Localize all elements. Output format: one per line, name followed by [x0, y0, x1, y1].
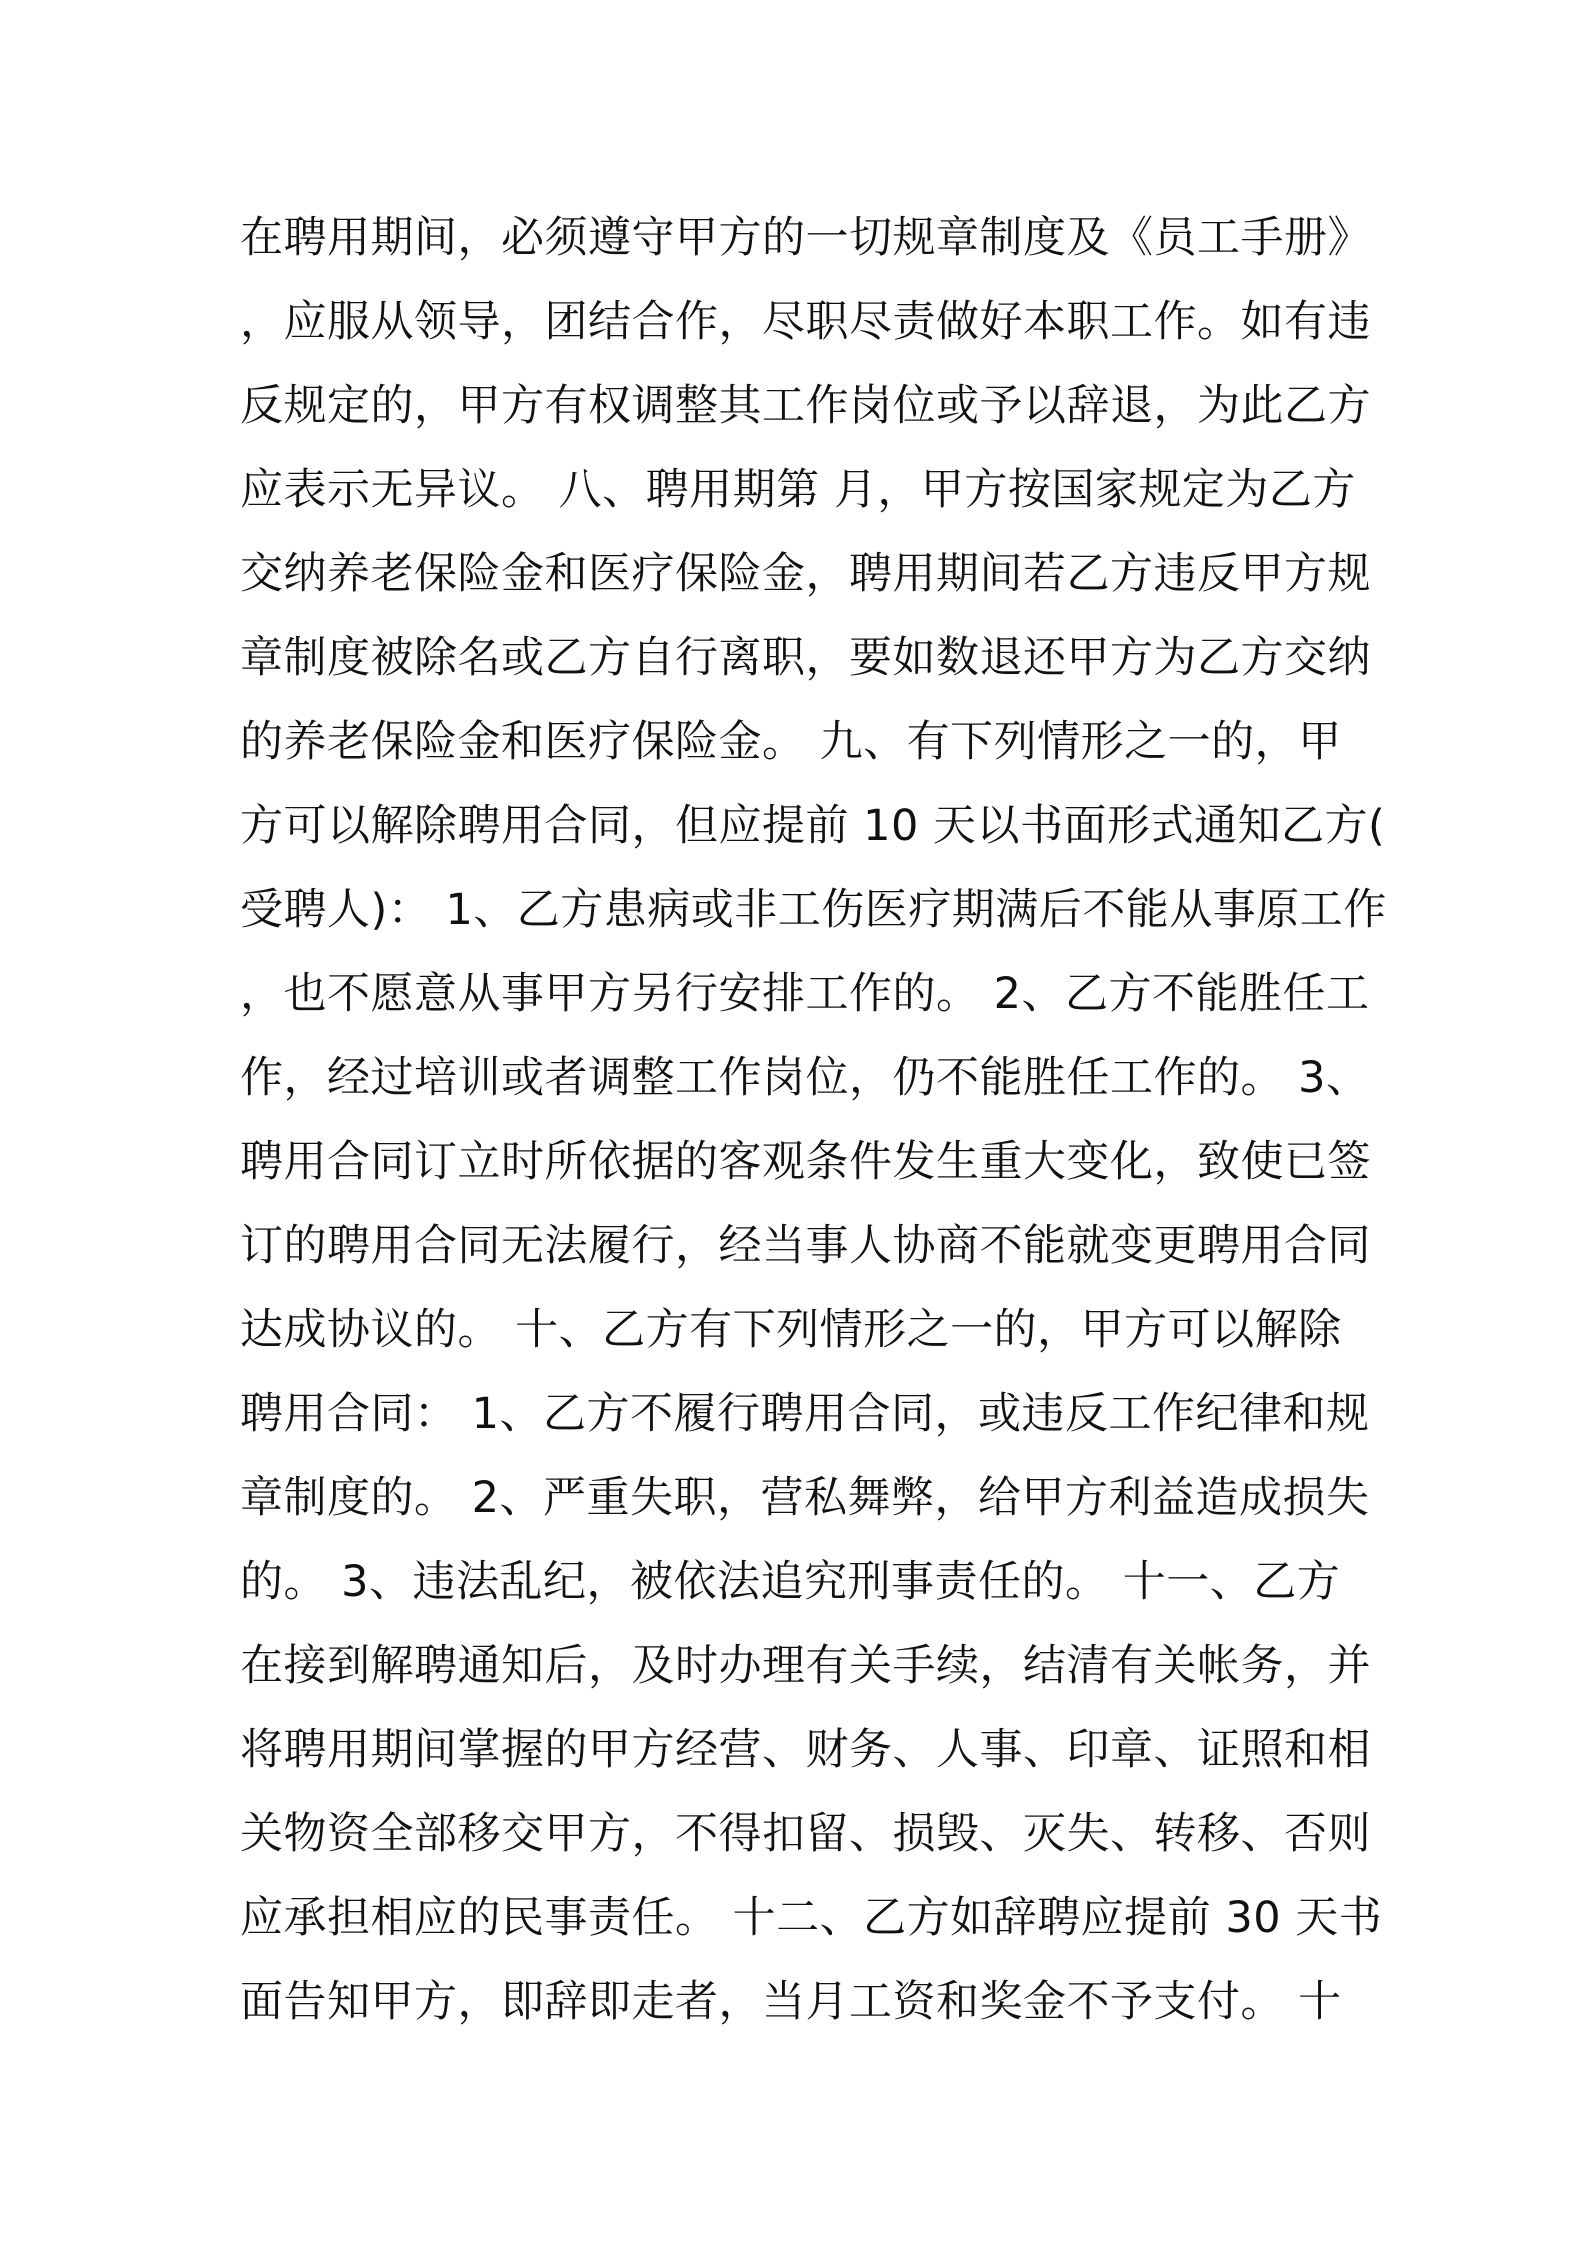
text-line: ，应服从领导，团结合作，尽职尽责做好本职工作。如有违 [240, 297, 1371, 347]
text-line: 应承担相应的民事责任。 十二、乙方如辞聘应提前 30 天书 [240, 1893, 1383, 1943]
contract-text-body [240, 196, 1387, 2044]
text-line: 将聘用期间掌握的甲方经营、财务、人事、印章、证照和相 [240, 1725, 1371, 1775]
text-line: 订的聘用合同无法履行，经当事人协商不能就变更聘用合同 [240, 1221, 1371, 1271]
text-line: 方可以解除聘用合同，但应提前 10 天以书面形式通知乙方( [240, 801, 1386, 851]
text-line: 反规定的，甲方有权调整其工作岗位或予以辞退，为此乙方 [240, 381, 1371, 431]
text-line: 聘用合同订立时所依据的客观条件发生重大变化，致使已签 [240, 1137, 1371, 1187]
text-line: 章制度的。 2、严重失职，营私舞弊，给甲方利益造成损失 [240, 1473, 1370, 1523]
text-line: 作，经过培训或者调整工作岗位，仍不能胜任工作的。 3、 [240, 1053, 1370, 1103]
text-line: 的。 3、违法乱纪，被依法追究刑事责任的。 十一、乙方 [240, 1557, 1341, 1607]
text-line: 的养老保险金和医疗保险金。 九、有下列情形之一的，甲 [240, 717, 1342, 767]
text-line: 受聘人)： 1、乙方患病或非工伤医疗期满后不能从事原工作 [240, 885, 1387, 935]
text-line: 聘用合同： 1、乙方不履行聘用合同，或违反工作纪律和规 [240, 1389, 1370, 1439]
text-line: 交纳养老保险金和医疗保险金，聘用期间若乙方违反甲方规 [240, 549, 1371, 599]
text-line: 在聘用期间，必须遵守甲方的一切规章制度及《员工手册》 [240, 213, 1371, 263]
text-line: 关物资全部移交甲方，不得扣留、损毁、灭失、转移、否则 [240, 1809, 1371, 1859]
text-line: 应表示无异议。 八、聘用期第 月，甲方按国家规定为乙方 [240, 465, 1356, 515]
text-line: 达成协议的。 十、乙方有下列情形之一的，甲方可以解除 [240, 1305, 1342, 1355]
text-line: 章制度被除名或乙方自行离职，要如数退还甲方为乙方交纳 [240, 633, 1371, 683]
text-line: ，也不愿意从事甲方另行安排工作的。 2、乙方不能胜任工 [240, 969, 1370, 1019]
text-line: 在接到解聘通知后，及时办理有关手续，结清有关帐务，并 [240, 1641, 1371, 1691]
text-line: 面告知甲方，即辞即走者，当月工资和奖金不予支付。 十 [240, 1977, 1342, 2027]
